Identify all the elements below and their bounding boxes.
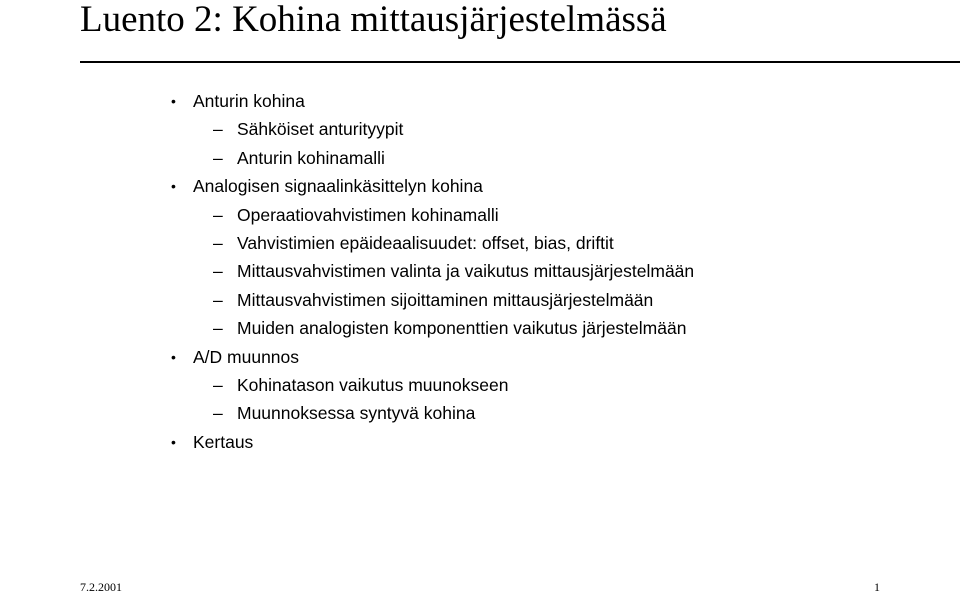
- outline-subitem-text: Muunnoksessa syntyvä kohina: [237, 403, 476, 424]
- outline-subitem: [0, 399, 960, 427]
- outline-subitem: [0, 257, 960, 285]
- outline-subitem-text: Anturin kohinamalli: [237, 147, 385, 168]
- outline-subitem-text: Operaatiovahvistimen kohinamalli: [237, 204, 499, 225]
- outline-item-bullet: [0, 172, 960, 200]
- outline-subitem-text: Vahvistimien epäideaalisuudet: offset, bias, driftit: [237, 232, 614, 253]
- bullet-icon: •: [171, 178, 176, 195]
- outline-subitem: [0, 229, 960, 257]
- bullet-icon: •: [171, 93, 176, 109]
- outline-item-bullet: [0, 87, 960, 115]
- dash-icon: –: [213, 119, 223, 140]
- outline-item-text: A/D muunnos: [193, 346, 300, 367]
- outline-subitem-text: Kohinatason vaikutus muunokseen: [237, 374, 509, 395]
- dash-icon: –: [213, 403, 223, 424]
- outline-subitem: [0, 144, 960, 172]
- outline-subitem: [0, 115, 960, 143]
- dash-icon: –: [213, 232, 223, 253]
- dash-icon: –: [213, 204, 223, 225]
- bullet-icon: •: [171, 348, 176, 365]
- outline-item-text: Kertaus: [193, 431, 254, 452]
- outline-subitem-text: Muiden analogisten komponenttien vaikutus järjestelmään: [237, 318, 687, 339]
- bullet-icon: •: [171, 433, 176, 450]
- outline-item-text: Anturin kohina: [193, 91, 305, 111]
- dash-icon: –: [213, 147, 223, 168]
- outline-item-bullet: [0, 428, 960, 456]
- outline-item-text: Analogisen signaalinkäsittelyn kohina: [193, 176, 483, 197]
- page-number: 1: [874, 580, 880, 594]
- dash-icon: –: [213, 318, 223, 339]
- outline-subitem: [0, 314, 960, 342]
- dash-icon: –: [213, 289, 223, 310]
- outline-subitem: [0, 286, 960, 314]
- footer-date: 7.2.2001: [80, 580, 122, 594]
- outline-subitem-text: Mittausvahvistimen valinta ja vaikutus mittausjärjestelmään: [237, 261, 695, 282]
- outline-subitem-text: Sähköiset anturityypit: [237, 119, 404, 140]
- outline-subitem: [0, 371, 960, 399]
- dash-icon: –: [213, 374, 223, 395]
- outline-list: [0, 87, 960, 456]
- dash-icon: –: [213, 261, 223, 282]
- outline-subitem: [0, 201, 960, 229]
- slide-title: Luento 2: Kohina mittausjärjestelmässä: [80, 0, 667, 40]
- outline-item-bullet: [0, 343, 960, 371]
- outline-subitem-text: Mittausvahvistimen sijoittaminen mittausjärjestelmään: [237, 289, 654, 310]
- title-divider: [80, 61, 960, 63]
